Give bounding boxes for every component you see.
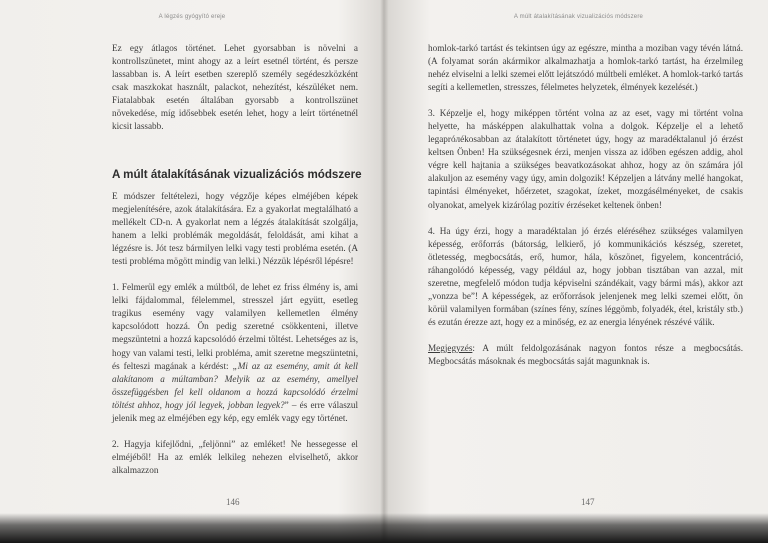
step-3-paragraph: 3. Képzelje el, hogy miképpen történt volna az az eset, vagy mi történt volna helyette, ha másképpen alakulhattak volna a dolgok. Képzelje el a lehető legapróлékosabban az átalakított történetet úgy, hogy az maradéktalanul jó érzést keltsen Önben! Ha szükségesnek érzi, menjen vissza az időben egészen addig, ahol végre kell hajtania a szükséges beavatkozásokat ahhoz, hogy az ön számára jól alakuljon az esemény vagy úgy, amin dolgozik! Képzeljen a látvány mellé hangokat, tapintási élményeket, hőérzetet, szagokat, ízeket, mozgásélményeket, de csakis olyanokat, amelyek kizárólag pozitív érzéseket keltenek önben!: [428, 108, 743, 210]
note-text: : A múlt feldolgozásának nagyon fontos része a megbocsátás. Megbocsátás másoknak és megbocsátás saját magunknak is.: [428, 342, 743, 366]
method-paragraph: E módszer feltételezi, hogy végzője képes elméjében képek megjelenítésére, azok átalakítására. Ez a gyakorlat megtalálható a mellékelt CD-n. A gyakorlat nem a légzés átalakítását szolgálja, hanem a lelki problémák megoldását, feloldását, ami kihat a légzésre is. Jót tesz bármilyen lelki vagy testi probléma esetén. (A testi probléma mögött mindig van lelki.) Nézzük lépésről lépésre!: [112, 191, 358, 267]
step-1-question: „Mi az az esemény, amit át kell alakítanom a múltamban? Melyik az az esemény, amellyel összefüggésben fel kell oldanom a hozzá kapcsolódó érzelmi töltést ahhoz, hogy jól legyek, jobban legyek?: [112, 360, 358, 410]
intro-paragraph: Ez egy átlagos történet. Lehet gyorsabban is növelni a kontrollszünetet, mint ahogy az a leírt esetnél történt, és persze lassabban is. A leírt esetben szereplő személy segédeszközként csak maszkokat használt, palackot, nehezítést, készüléket nem. Fiatalabbak esetén általában gyorsabb a kontrollszünet növekedése, míg idősebbek esetén lehet, hogy a leírt történetnél kicsit lassabb.: [112, 43, 358, 132]
section-heading: A múlt átalakításának vizualizációs módszere: [112, 168, 362, 181]
note-label: Megjegyzés: [428, 342, 473, 353]
right-page: [389, 0, 768, 515]
step-1-text-start: 1. Felmerül egy emlék a múltból, de lehet ez friss élmény is, ami lelki fájdalommal, félelemmel, stresszel járt együtt, esetleg tragikus esemény vagy valamilyen kellemetlen élmény kapcsolódott hozzá. Ön pedig szeretné csökkenteni, illetve megszüntetni a hozzá kapcsolódó érzelmi töltést. Lehetséges az is, hogy van valami testi, lelki probléma, amit szeretne megszüntetni, és felteszi magának a kérdést:: [112, 282, 358, 371]
step-2-continued-paragraph: homlok-tarkó tartást és tekintsen úgy az egészre, mintha a moziban vagy tévén látná. (A folyamat során akármikor alkalmazhatja a homlok-tarkó tartást, ha érzelmileg nehéz elviselni a lelki szemei előtt lejátszódó múltbeli emléket. A homlok-tarkó tartás segíti a kellemetlen, stresszes, félelmetes helyzetek, élmények kezelését.): [428, 43, 743, 93]
method-text-block: [112, 190, 358, 477]
step-1-paragraph: [112, 281, 358, 425]
step-1-text-end: ” – és erre válaszul jelenik meg az elméjében egy kép, egy emlék vagy egy történet.: [112, 399, 359, 423]
page-number-right: 147: [581, 497, 595, 507]
intro-paragraph-block: [112, 42, 358, 133]
step-4-paragraph: 4. Ha úgy érzi, hogy a maradéktalan jó érzés eléréséhez szükséges valamilyen képesség, erőforrás (bátorság, lelkierő, jó kommunikációs készség, szeretet, ötletesség, megbocsátás, erő, humor, hála, köszönet, figyelem, koncentráció, ráhangolódó képesség, vagy például az, hogy jobban tisztában van azzal, mit szeretne, megfelelő módon tudja képviselni szándékait, vagy bármi más), akkor azt „vonzza be”! A képességek, az erőforrások jelenjenek meg lelki szemei előtt, ön körül valamilyen formában (színes fény, színes léggömb, folyadék, étel, kristály stb.) és ezután érezze azt, hogy ez a minőség, ez az energia lényének részévé válik.: [428, 225, 743, 327]
step-2-paragraph: 2. Hagyja kifejlődni, „feljönni” az emléket! Ne hessegesse el elméjéből! Ha az emlék lelkileg nehezen elviselhető, akkor alkalmazzon: [112, 438, 358, 475]
running-head-right: A múlt átalakításának vizualizációs módszere: [513, 14, 644, 20]
running-head-left: A légzés gyógyító ereje: [158, 14, 226, 20]
page-number-left: 146: [226, 497, 240, 507]
note-paragraph: [428, 342, 743, 368]
right-text-block: [428, 42, 743, 368]
left-page: [0, 0, 384, 515]
scan-shadow: [0, 513, 768, 543]
